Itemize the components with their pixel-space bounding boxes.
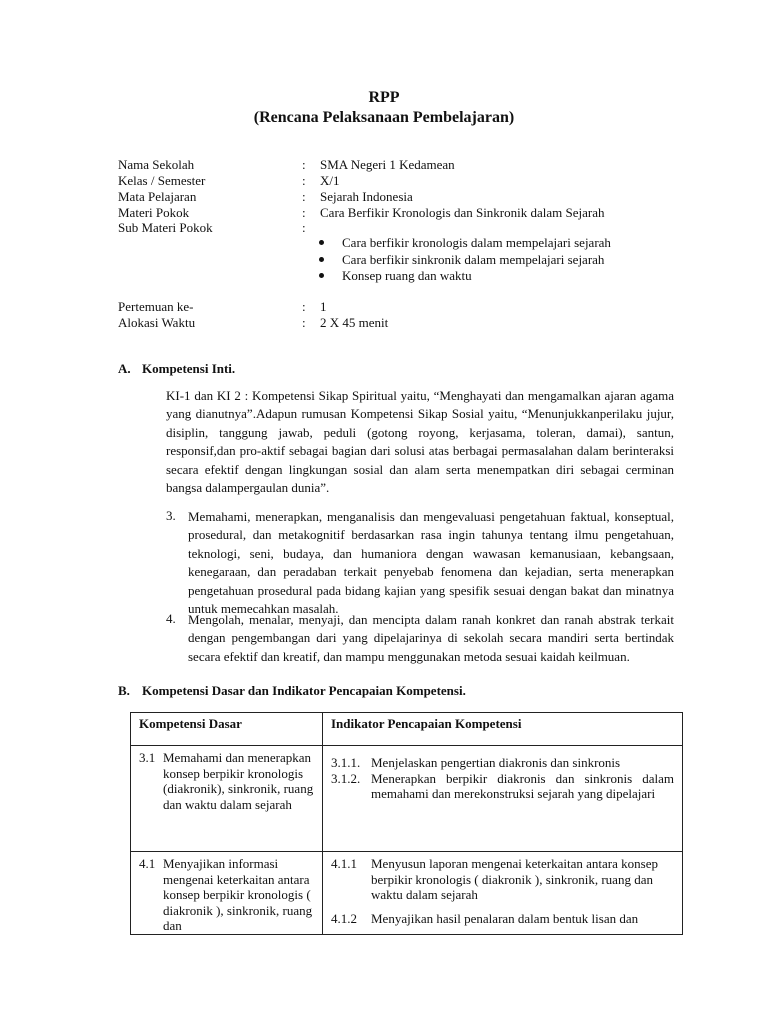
table-cell xyxy=(131,852,323,935)
indicator-number: 4.1.1 xyxy=(331,856,357,871)
table-header-row xyxy=(131,713,683,746)
indicator-list xyxy=(323,746,682,802)
indicator-list xyxy=(323,852,682,926)
meta-label: Sub Materi Pokok xyxy=(118,220,213,235)
kd-number: 4.1 xyxy=(139,856,156,871)
meta-label: Mata Pelajaran xyxy=(118,189,197,204)
document-subtitle: (Rencana Pelaksanaan Pembelajaran) xyxy=(253,109,515,126)
list-item-ki3 xyxy=(166,508,674,617)
list-item xyxy=(316,252,676,269)
list-item-ki4 xyxy=(166,611,674,685)
table-cell xyxy=(131,746,323,852)
list-item xyxy=(331,911,674,927)
section-b-heading xyxy=(118,683,678,699)
meta-value: 2 X 45 menit xyxy=(320,315,389,330)
meta-label: Alokasi Waktu xyxy=(118,315,196,330)
list-item-text: Cara berfikir kronologis dalam mempelajari sejarah xyxy=(342,235,611,250)
table-row xyxy=(131,746,683,852)
meta-value: Sejarah Indonesia xyxy=(320,189,413,204)
indicator-text: Menjelaskan pengertian diakronis dan sinkronis xyxy=(371,755,621,770)
meta-row-topic xyxy=(118,205,678,221)
indicator-text: Menyusun laporan mengenai keterkaitan antara konsep berpikir kronologis ( diakronik ), sinkronik, ruang dan waktu dalam sejarah xyxy=(371,856,658,903)
list-item xyxy=(331,755,674,771)
bullet-icon xyxy=(319,240,324,245)
meta-colon: : xyxy=(302,299,306,314)
meta-colon: : xyxy=(302,205,306,220)
meta-row-meeting xyxy=(118,299,678,315)
meta-value: SMA Negeri 1 Kedamean xyxy=(320,157,455,172)
meta-colon: : xyxy=(302,173,306,188)
indicator-number: 4.1.2 xyxy=(331,910,357,926)
meta-label: Pertemuan ke- xyxy=(118,299,194,314)
section-a-heading xyxy=(118,361,678,377)
list-item xyxy=(331,856,674,903)
document-title: RPP xyxy=(368,89,400,106)
meta-value: Cara Berfikir Kronologis dan Sinkronik dalam Sejarah xyxy=(320,205,605,220)
section-letter: B. xyxy=(118,683,130,698)
section-title: Kompetensi Inti. xyxy=(142,361,236,376)
competency-table xyxy=(130,712,683,935)
table-cell xyxy=(323,746,683,852)
item-number: 4. xyxy=(166,611,176,626)
meta-value: 1 xyxy=(320,299,327,314)
meta-row-time xyxy=(118,315,678,331)
list-item xyxy=(316,235,676,252)
indicator-text: Menerapkan berpikir diakronis dan sinkronis dalam memahami dan merekonstruksi sejarah yang dipelajari xyxy=(371,770,674,802)
column-header: Kompetensi Dasar xyxy=(131,713,323,746)
ki-paragraph: KI-1 dan KI 2 : Kompetensi Sikap Spiritual yaitu, “Menghayati dan mengamalkan ajaran agama yang dianutnya”.Adapun rumusan Kompetensi Sikap Sosial yaitu, “Menunjukkanperilaku jujur, disiplin, tanggung jawab, peduli (gotong royong, kerjasama, toleran, damai), santun, responsif,dan pro-aktif sebagai bagian dari solusi atas berbagai permasalahan dalam berinteraksi secara efektif dengan lingkungan sosial dan alam serta menempatkan diri sebagai cerminan bangsa dalampergaulan dunia”. xyxy=(166,388,674,496)
meta-label: Kelas / Semester xyxy=(118,173,206,188)
list-item-text: Cara berfikir sinkronik dalam mempelajari sejarah xyxy=(342,251,605,267)
column-header: Indikator Pencapaian Kompetensi xyxy=(323,713,683,746)
section-title: Kompetensi Dasar dan Indikator Pencapaian Kompetensi. xyxy=(142,683,466,698)
bullet-icon xyxy=(319,273,324,278)
meta-row-subtopic xyxy=(118,220,678,236)
list-item xyxy=(331,771,674,802)
sub-topic-list xyxy=(316,235,676,285)
list-item-text: Konsep ruang dan waktu xyxy=(342,268,472,283)
meta-value: X/1 xyxy=(320,173,340,188)
meta-label: Nama Sekolah xyxy=(118,157,195,172)
meta-colon: : xyxy=(302,189,306,204)
kd-cell xyxy=(131,852,322,934)
section-letter: A. xyxy=(118,361,131,376)
indicator-number: 3.1.2. xyxy=(331,770,361,786)
table-cell xyxy=(323,852,683,935)
item-text: Mengolah, menalar, menyaji, dan mencipta dalam ranah konkret dan ranah abstrak terkait dengan pengembangan dari yang dipelajarinya di sekolah secara mandiri serta bertindak secara efektif dan kreatif, dan mampu menggunakan metoda sesuai kaidah keilmuan. xyxy=(188,612,674,664)
kd-number: 3.1 xyxy=(139,750,156,765)
meta-row-school xyxy=(118,157,678,173)
kd-text: Memahami dan menerapkan konsep berpikir kronologis (diakronik), sinkronik, ruang dan waktu dalam sejarah xyxy=(163,750,314,812)
meta-label: Materi Pokok xyxy=(118,205,190,220)
meta-colon: : xyxy=(302,315,306,330)
indicator-text: Menyajikan hasil penalaran dalam bentuk lisan dan xyxy=(371,910,639,926)
indicator-number: 3.1.1. xyxy=(331,755,361,770)
item-text: Memahami, menerapkan, menganalisis dan mengevaluasi pengetahuan faktual, konseptual, prosedural, dan metakognitif berdasarkan rasa ingin tahunya tentang ilmu pengetahuan, teknologi, seni, budaya, dan humaniora dengan wawasan kemanusiaan, kebangsaan, kenegaraan, dan peradaban terkait penyebab fenomena dan kejadian, serta menerapkan pengetahuan prosedural pada bidang kajian yang spesifik sesuai dengan bakat dan minatnya untuk memecahkan masalah. xyxy=(188,509,674,617)
item-number: 3. xyxy=(166,508,176,523)
kd-text: Menyajikan informasi mengenai keterkaitan antara konsep berpikir kronologis ( diakronik ), sinkronik, ruang dan xyxy=(163,856,313,934)
meta-colon: : xyxy=(302,157,306,172)
kd-cell xyxy=(131,746,322,812)
meta-row-class xyxy=(118,173,678,189)
meta-colon: : xyxy=(302,220,306,235)
table-row xyxy=(131,852,683,935)
bullet-icon xyxy=(319,257,324,262)
meta-row-subject xyxy=(118,189,678,205)
list-item xyxy=(316,268,676,285)
